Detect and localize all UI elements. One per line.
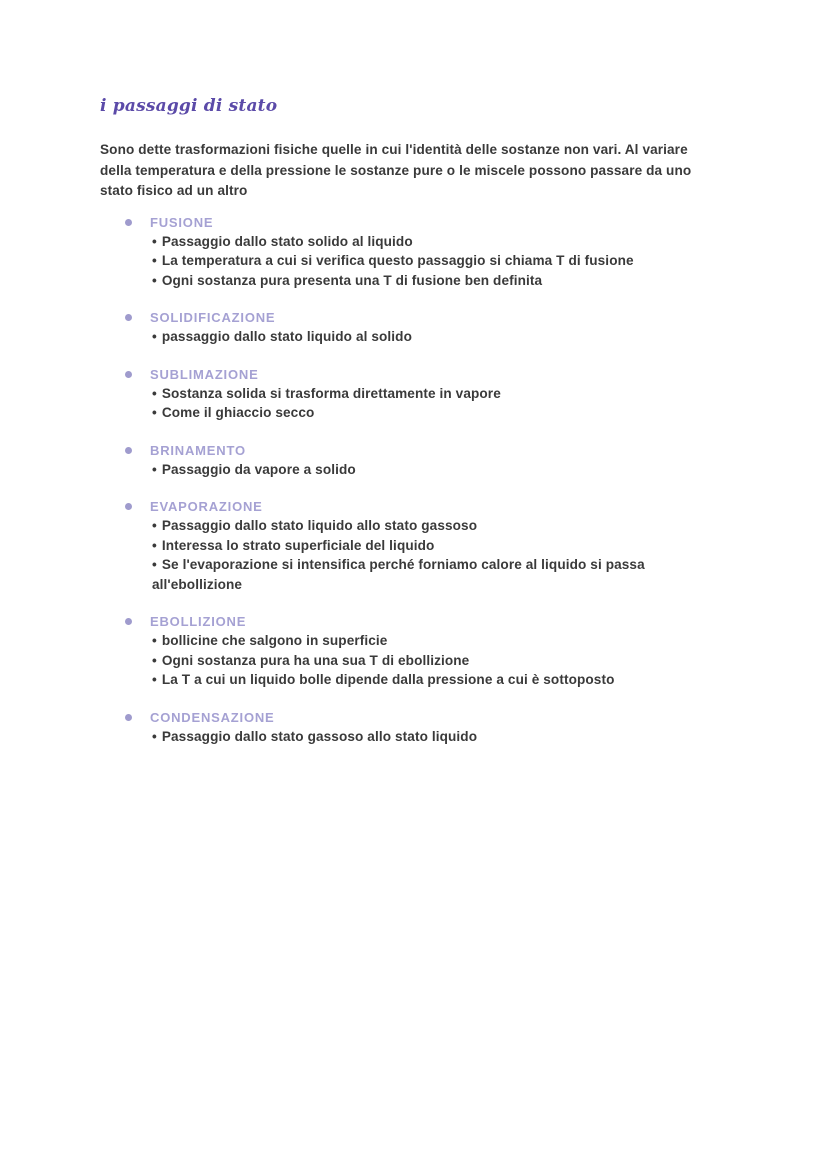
section-items	[150, 631, 720, 690]
sub-bullet-icon: •	[152, 253, 157, 268]
section-heading: CONDENSAZIONE	[150, 709, 275, 725]
page-content	[100, 96, 720, 746]
list-item	[152, 384, 720, 404]
item-text: Come il ghiaccio secco	[161, 405, 315, 420]
list-item	[152, 651, 720, 671]
list-item	[152, 555, 720, 594]
sub-bullet-icon: •	[152, 652, 157, 668]
section-items	[150, 516, 720, 594]
sub-bullet-icon: •	[152, 518, 157, 533]
section-ebollizione	[100, 613, 720, 690]
section-sublimazione	[100, 366, 720, 423]
item-text: Passaggio da vapore a solido	[161, 461, 356, 477]
sub-bullet-icon: •	[152, 461, 157, 477]
section-items	[150, 460, 720, 480]
intro-paragraph: Sono dette trasformazioni fisiche quelle in cui l'identità delle sostanze non vari. Al variare della temperatura e della pressione le sostanze pure o le miscele possono passare da uno stato fisico ad un altro	[100, 142, 692, 198]
section-fusione	[100, 214, 720, 291]
section-heading: SOLIDIFICAZIONE	[150, 310, 276, 325]
list-item	[152, 327, 720, 347]
item-text: Sostanza solida si trasforma direttamente in vapore	[161, 385, 501, 401]
list-item	[152, 670, 720, 690]
list-item	[152, 727, 720, 747]
section-items	[150, 327, 720, 347]
item-text: bollicine che salgono in superficie	[161, 633, 388, 648]
section-heading: BRINAMENTO	[150, 442, 246, 458]
item-text: passaggio dallo stato liquido al solido	[161, 329, 412, 344]
item-text: Se l'evaporazione si intensifica perché forniamo calore al liquido si passa all'ebollizione	[152, 557, 645, 592]
sub-bullet-icon: •	[152, 385, 157, 401]
bullet-dot-icon	[125, 503, 132, 510]
section-solidificazione	[100, 309, 720, 347]
sub-bullet-icon: •	[152, 537, 157, 553]
bullet-dot-icon	[125, 314, 132, 321]
bullet-dot-icon	[125, 371, 132, 378]
item-text: Passaggio dallo stato liquido allo stato gassoso	[161, 518, 478, 533]
list-item	[152, 460, 720, 480]
sub-bullet-icon: •	[152, 272, 157, 288]
sub-bullet-icon: •	[152, 672, 157, 687]
list-item	[152, 516, 720, 536]
item-text: Ogni sostanza pura ha una sua T di ebollizione	[161, 652, 470, 668]
section-brinamento	[100, 442, 720, 480]
section-heading: SUBLIMAZIONE	[150, 366, 259, 382]
sub-bullet-icon: •	[152, 728, 157, 744]
bullet-dot-icon	[125, 714, 132, 721]
section-heading: EVAPORAZIONE	[150, 499, 263, 514]
bullet-dot-icon	[125, 618, 132, 625]
list-item	[152, 403, 720, 423]
section-items	[150, 727, 720, 747]
item-text: La temperatura a cui si verifica questo passaggio si chiama T di fusione	[161, 253, 634, 268]
sub-bullet-icon: •	[152, 557, 157, 572]
sub-bullet-icon: •	[152, 405, 157, 420]
item-text: Ogni sostanza pura presenta una T di fusione ben definita	[161, 272, 543, 288]
item-text: Interessa lo strato superficiale del liquido	[161, 537, 435, 553]
section-heading: EBOLLIZIONE	[150, 614, 247, 629]
section-heading: FUSIONE	[150, 214, 214, 230]
sections-list	[100, 214, 720, 747]
section-condensazione	[100, 709, 720, 747]
sub-bullet-icon: •	[152, 633, 157, 648]
item-text: Passaggio dallo stato solido al liquido	[161, 233, 413, 249]
sub-bullet-icon: •	[152, 329, 157, 344]
list-item	[152, 536, 720, 556]
sub-bullet-icon: •	[152, 233, 157, 249]
list-item	[152, 251, 720, 271]
bullet-dot-icon	[125, 219, 132, 226]
section-items	[150, 384, 720, 423]
section-items	[150, 232, 720, 291]
section-evaporazione	[100, 498, 720, 594]
list-item	[152, 232, 720, 252]
item-text: Passaggio dallo stato gassoso allo stato liquido	[161, 728, 478, 744]
page-title: i passaggi di stato	[100, 96, 278, 116]
list-item	[152, 271, 720, 291]
list-item	[152, 631, 720, 651]
item-text: La T a cui un liquido bolle dipende dalla pressione a cui è sottoposto	[161, 672, 615, 687]
bullet-dot-icon	[125, 447, 132, 454]
